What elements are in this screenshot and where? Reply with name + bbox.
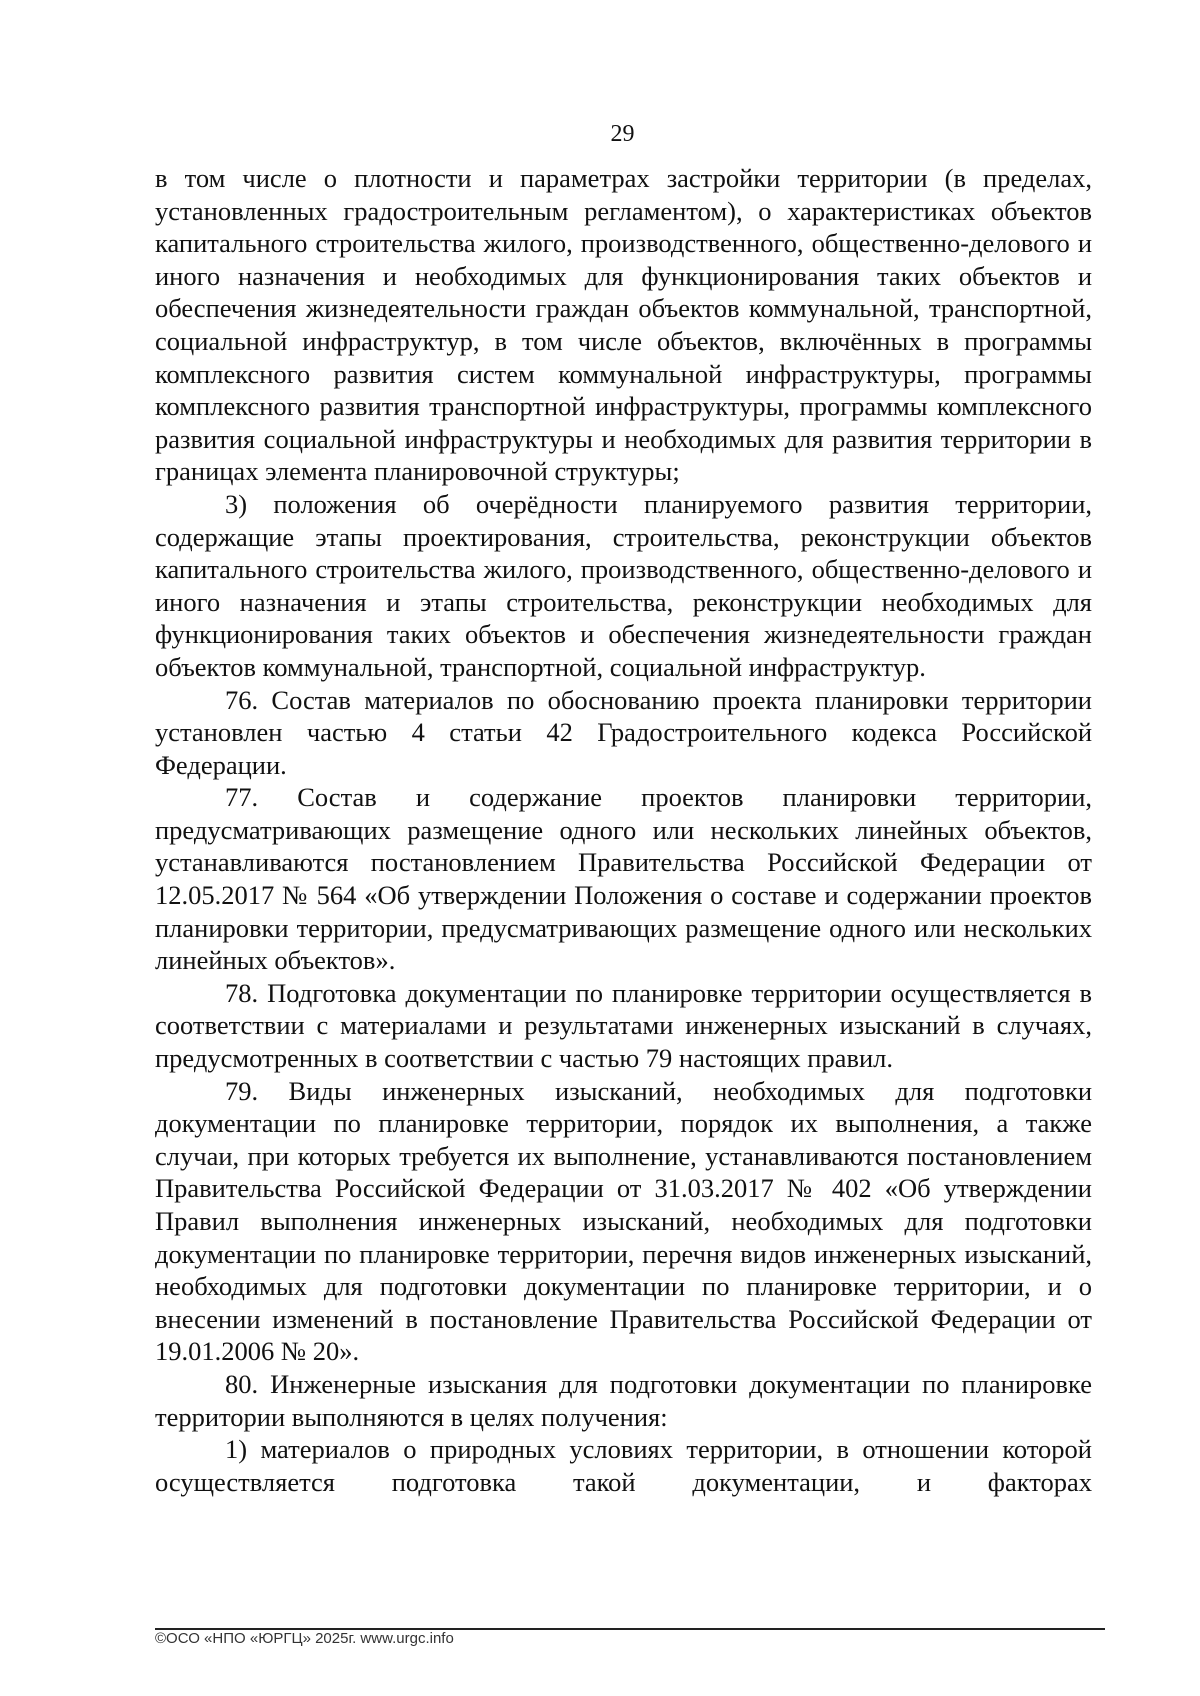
paragraph-76: 76. Состав материалов по обоснованию проекта планировки территории установлен частью 4 статьи 42 Градостроительного кодекса Российской Федерации. bbox=[155, 684, 1092, 780]
paragraph-78: 78. Подготовка документации по планировке территории осуществляется в соответствии с материалами и результатами инженерных изысканий в случаях, предусмотренных в соответствии с частью 79 настоящих правил. bbox=[155, 977, 1092, 1074]
footer-copyright: ©ОСО «НПО «ЮРГЦ» 2025г. www.urgc.info bbox=[155, 1630, 454, 1647]
paragraph-79: 79. Виды инженерных изысканий, необходимых для подготовки документации по планировке территории, порядок их выполнения, а также случаи, при которых требуется их выполнение, устанавливаются постановлением Правительства Российской Федерации от 31.03.2017 № 402 «Об утверждении Правил выполнения инженерных изысканий, необходимых для подготовки документации по планировке территории, перечня видов инженерных изысканий, необходимых для подготовки документации по планировке территории, и о внесении изменений в постановление Правительства Российской Федерации от 19.01.2006 № 20». bbox=[155, 1075, 1092, 1367]
paragraph-77: 77. Состав и содержание проектов планировки территории, предусматривающих размещение одного или нескольких линейных объектов, устанавливаются постановлением Правительства Российской Федерации от 12.05.2017 № 564 «Об утверждении Положения о составе и содержании проектов планировки территории, предусматривающих размещение одного или нескольких линейных объектов». bbox=[155, 782, 1092, 976]
document-body bbox=[155, 162, 1092, 1498]
paragraph-continuation: в том числе о плотности и параметрах застройки территории (в пределах, установленных градостроительным регламентом), о характеристиках объектов капитального строительства жилого, производственного, общественно-делового и иного назначения и необходимых для функционирования таких объектов и обеспечения жизнедеятельности граждан объектов коммунальной, транспортной, социальной инфраструктур, в том числе объектов, включённых в программы комплексного развития систем коммунальной инфраструктуры, программы комплексного развития транспортной инфраструктуры, программы комплексного развития социальной инфраструктуры и необходимых для развития территории в границах элемента планировочной структуры; bbox=[155, 163, 1092, 487]
page-number: 29 bbox=[610, 121, 635, 147]
paragraph-item-1: 1) материалов о природных условиях территории, в отношении которой осуществляется подготовка такой документации, и факторах bbox=[155, 1434, 1092, 1497]
paragraph-item-3: 3) положения об очерёдности планируемого развития территории, содержащие этапы проектирования, строительства, реконструкции объектов капитального строительства жилого, производственного, общественно-делового и иного назначения и этапы строительства, реконструкции необходимых для функционирования таких объектов и обеспечения жизнедеятельности граждан объектов коммунальной, транспортной, социальной инфраструктур. bbox=[155, 488, 1092, 682]
paragraph-80: 80. Инженерные изыскания для подготовки документации по планировке территории выполняются в целях получения: bbox=[155, 1368, 1092, 1432]
